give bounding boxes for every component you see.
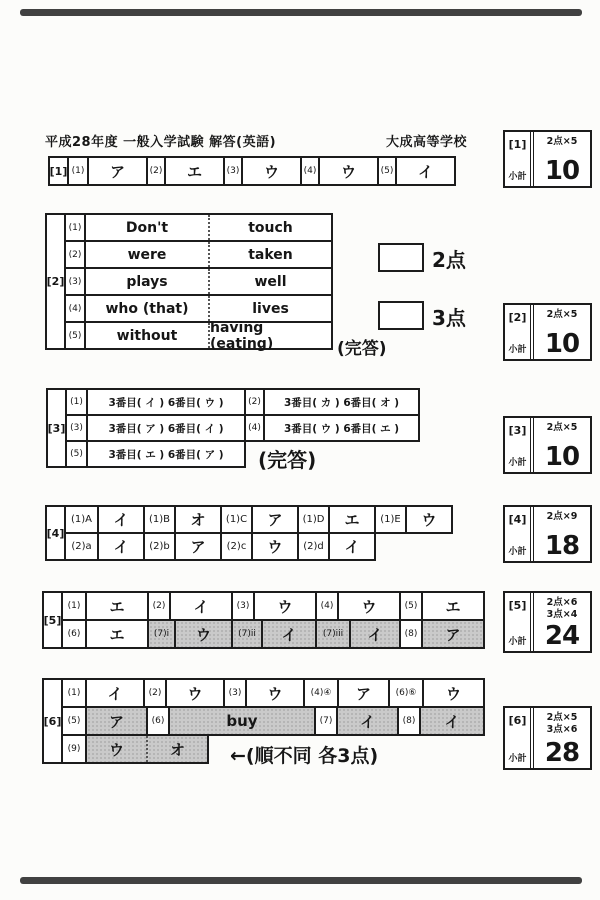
answer-cell: ウ [318, 158, 377, 184]
subtotal-value: 10 [544, 156, 580, 186]
answer-cell: イ [328, 534, 374, 559]
question-label: (6) [146, 708, 168, 734]
answer-cell: エ [85, 621, 147, 647]
answer-cell: ウ [253, 593, 315, 619]
points-per-question [547, 712, 578, 736]
question-label: (1)A [70, 514, 92, 525]
question-label: (2) [244, 390, 263, 414]
answer-cell: ウ [405, 507, 451, 532]
score-section-id: [5] [508, 599, 527, 612]
answer-cell: ア [174, 534, 220, 559]
answer-cell: ア [251, 507, 297, 532]
question-label: (1) [68, 222, 82, 233]
legend-3point-label: 3点 [432, 306, 466, 330]
legend-2point-label: 2点 [432, 248, 466, 272]
answer-cell: ウ [174, 621, 231, 647]
complete-answer-note: (完答) [337, 339, 387, 359]
exam-title: 平成28年度 一般入学試験 解答(英語) [45, 135, 277, 150]
legend-2point-swatch [378, 243, 424, 272]
section-3-row [65, 388, 420, 416]
section-6-number: [6] [42, 678, 63, 764]
points-per-question: 2点×5 [546, 422, 578, 433]
section-2-table [45, 213, 333, 350]
answer-cell: Don't [84, 215, 208, 240]
score-box-4 [503, 505, 592, 563]
subtotal-label: 小計 [508, 458, 527, 468]
question-label: (4)④ [303, 680, 337, 706]
points-line-1: 2点×6 [546, 597, 578, 608]
score-section-id: [4] [508, 513, 527, 526]
question-label: (4) [315, 593, 337, 619]
score-section-id: [3] [508, 424, 527, 437]
question-label: (5) [67, 716, 81, 726]
question-label: (6) [67, 629, 81, 639]
answer-cell: 3番目( カ ) 6番目( オ ) [263, 390, 418, 414]
section-3-row [65, 414, 420, 442]
answer-cell: plays [84, 269, 208, 294]
answer-cell: buy [168, 708, 314, 734]
question-label: (2) [68, 249, 82, 260]
question-label: (8) [399, 621, 421, 647]
question-label: (7)i [147, 621, 174, 647]
question-label: (2) [146, 158, 164, 184]
section-2-row [64, 213, 333, 242]
answer-cell: 3番目( ウ ) 6番目( エ ) [263, 416, 418, 440]
answer-cell: ウ [337, 593, 399, 619]
answer-cell: イ [85, 680, 143, 706]
score-box-6 [503, 706, 592, 770]
subtotal-label: 小計 [508, 345, 527, 355]
complete-answer-note: (完答) [258, 448, 317, 472]
answer-cell: ア [421, 621, 483, 647]
section-4-table [45, 505, 453, 561]
question-label: (2) [143, 680, 165, 706]
subtotal-value: 24 [544, 621, 580, 651]
any-order-note: ←(順不同 各3点) [230, 745, 379, 767]
answer-cell: オ [146, 736, 207, 762]
answer-cell: イ [169, 593, 231, 619]
answer-cell: ウ [245, 680, 303, 706]
score-box-1 [503, 130, 592, 188]
answer-cell: ア [85, 708, 146, 734]
points-line-2: 3点×6 [546, 723, 578, 735]
answer-cell: イ [395, 158, 454, 184]
question-label: (2) [147, 593, 169, 619]
answer-cell: ウ [85, 736, 146, 762]
question-label: (1) [71, 166, 85, 176]
score-section-id: [6] [508, 714, 527, 727]
answer-cell: taken [208, 242, 331, 267]
question-label: (1) [70, 397, 83, 407]
answer-cell: イ [97, 534, 143, 559]
answer-cell: ウ [251, 534, 297, 559]
legend-3point-swatch [378, 301, 424, 330]
points-per-question: 2点×5 [546, 309, 578, 320]
section-1-number: [1] [48, 156, 69, 186]
answer-cell: 3番目( イ ) 6番目( ウ ) [86, 390, 244, 414]
points-per-question [547, 597, 578, 621]
subtotal-value: 28 [544, 738, 580, 768]
question-label: (1)C [220, 507, 251, 532]
question-label: (1)B [143, 507, 174, 532]
section-5-table [42, 591, 485, 649]
answer-cell: イ [261, 621, 315, 647]
section-2-row [64, 267, 333, 296]
question-label: (1) [67, 688, 81, 698]
question-label: (2)b [143, 534, 174, 559]
question-label: (5) [377, 158, 395, 184]
answer-cell: without [84, 323, 208, 348]
answer-cell: 3番目( エ ) 6番目( ア ) [86, 442, 244, 466]
section-6-row [61, 706, 485, 736]
question-label: (5) [399, 593, 421, 619]
answer-cell: having (eating) [208, 323, 331, 348]
score-section-id: [1] [508, 138, 527, 151]
question-label: (5) [68, 330, 82, 341]
points-line-1: 2点×5 [546, 712, 578, 723]
question-label: (7) [314, 708, 336, 734]
scan-artifact-top [20, 9, 582, 16]
question-label: (7)ii [231, 621, 261, 647]
answer-cell: who (that) [84, 296, 208, 321]
question-label: (3) [70, 423, 83, 433]
section-1-row [67, 156, 456, 186]
score-box-2 [503, 303, 592, 361]
points-line-2: 3点×4 [546, 608, 578, 620]
subtotal-value: 18 [544, 531, 580, 561]
answer-cell: well [208, 269, 331, 294]
answer-cell: エ [164, 158, 223, 184]
school-name: 大成高等学校 [386, 135, 468, 150]
section-6-row [61, 678, 485, 708]
answer-cell: エ [85, 593, 147, 619]
section-1-table [48, 156, 456, 186]
section-2-row [64, 240, 333, 269]
points-per-question: 2点×5 [546, 136, 578, 147]
section-2-row [64, 321, 333, 350]
question-label: (3) [223, 680, 245, 706]
section-3-number: [3] [46, 388, 67, 468]
subtotal-label: 小計 [508, 547, 527, 557]
question-label: (1)D [297, 507, 328, 532]
answer-cell: lives [208, 296, 331, 321]
score-box-3 [503, 416, 592, 474]
section-5-row [61, 591, 485, 621]
section-5-row [61, 619, 485, 649]
section-3-table [46, 388, 420, 468]
question-label: (5) [70, 449, 83, 459]
subtotal-label: 小計 [508, 172, 527, 182]
section-3-row [65, 440, 246, 468]
answer-cell: 3番目( ア ) 6番目( イ ) [86, 416, 244, 440]
question-label: (3) [231, 593, 253, 619]
section-2-number: [2] [45, 213, 66, 350]
question-label: (3) [223, 158, 241, 184]
answer-cell: were [84, 242, 208, 267]
section-4-row [64, 532, 376, 561]
question-label: (1)E [374, 507, 405, 532]
question-label: (2)c [220, 534, 251, 559]
answer-cell: イ [97, 507, 143, 532]
question-label: (2)a [71, 541, 92, 552]
question-label: (9) [67, 744, 81, 754]
question-label: (7)iii [315, 621, 349, 647]
question-label: (3) [68, 276, 82, 287]
question-label: (6)⑥ [388, 680, 422, 706]
question-label: (1) [67, 601, 81, 611]
answer-cell: ウ [241, 158, 300, 184]
subtotal-label: 小計 [508, 637, 527, 647]
answer-cell: エ [421, 593, 483, 619]
answer-cell: エ [328, 507, 374, 532]
question-label: (4) [300, 158, 318, 184]
subtotal-label: 小計 [508, 754, 527, 764]
question-label: (4) [244, 416, 263, 440]
section-4-row [64, 505, 453, 534]
score-box-5 [503, 591, 592, 653]
answer-cell: イ [419, 708, 483, 734]
section-4-number: [4] [45, 505, 66, 561]
section-6-row [61, 734, 209, 764]
answer-cell: オ [174, 507, 220, 532]
answer-cell: ア [337, 680, 388, 706]
answer-cell: ウ [422, 680, 483, 706]
question-label: (4) [68, 303, 82, 314]
answer-cell: ア [87, 158, 146, 184]
question-label: (8) [397, 708, 419, 734]
score-section-id: [2] [508, 311, 527, 324]
section-5-number: [5] [42, 591, 63, 649]
subtotal-value: 10 [544, 329, 580, 359]
scan-artifact-bottom [20, 877, 582, 884]
points-per-question: 2点×9 [546, 511, 578, 522]
answer-cell: イ [349, 621, 399, 647]
question-label: (2)d [297, 534, 328, 559]
answer-cell: イ [336, 708, 397, 734]
answer-cell: touch [208, 215, 331, 240]
subtotal-value: 10 [544, 442, 580, 472]
answer-cell: ウ [165, 680, 223, 706]
